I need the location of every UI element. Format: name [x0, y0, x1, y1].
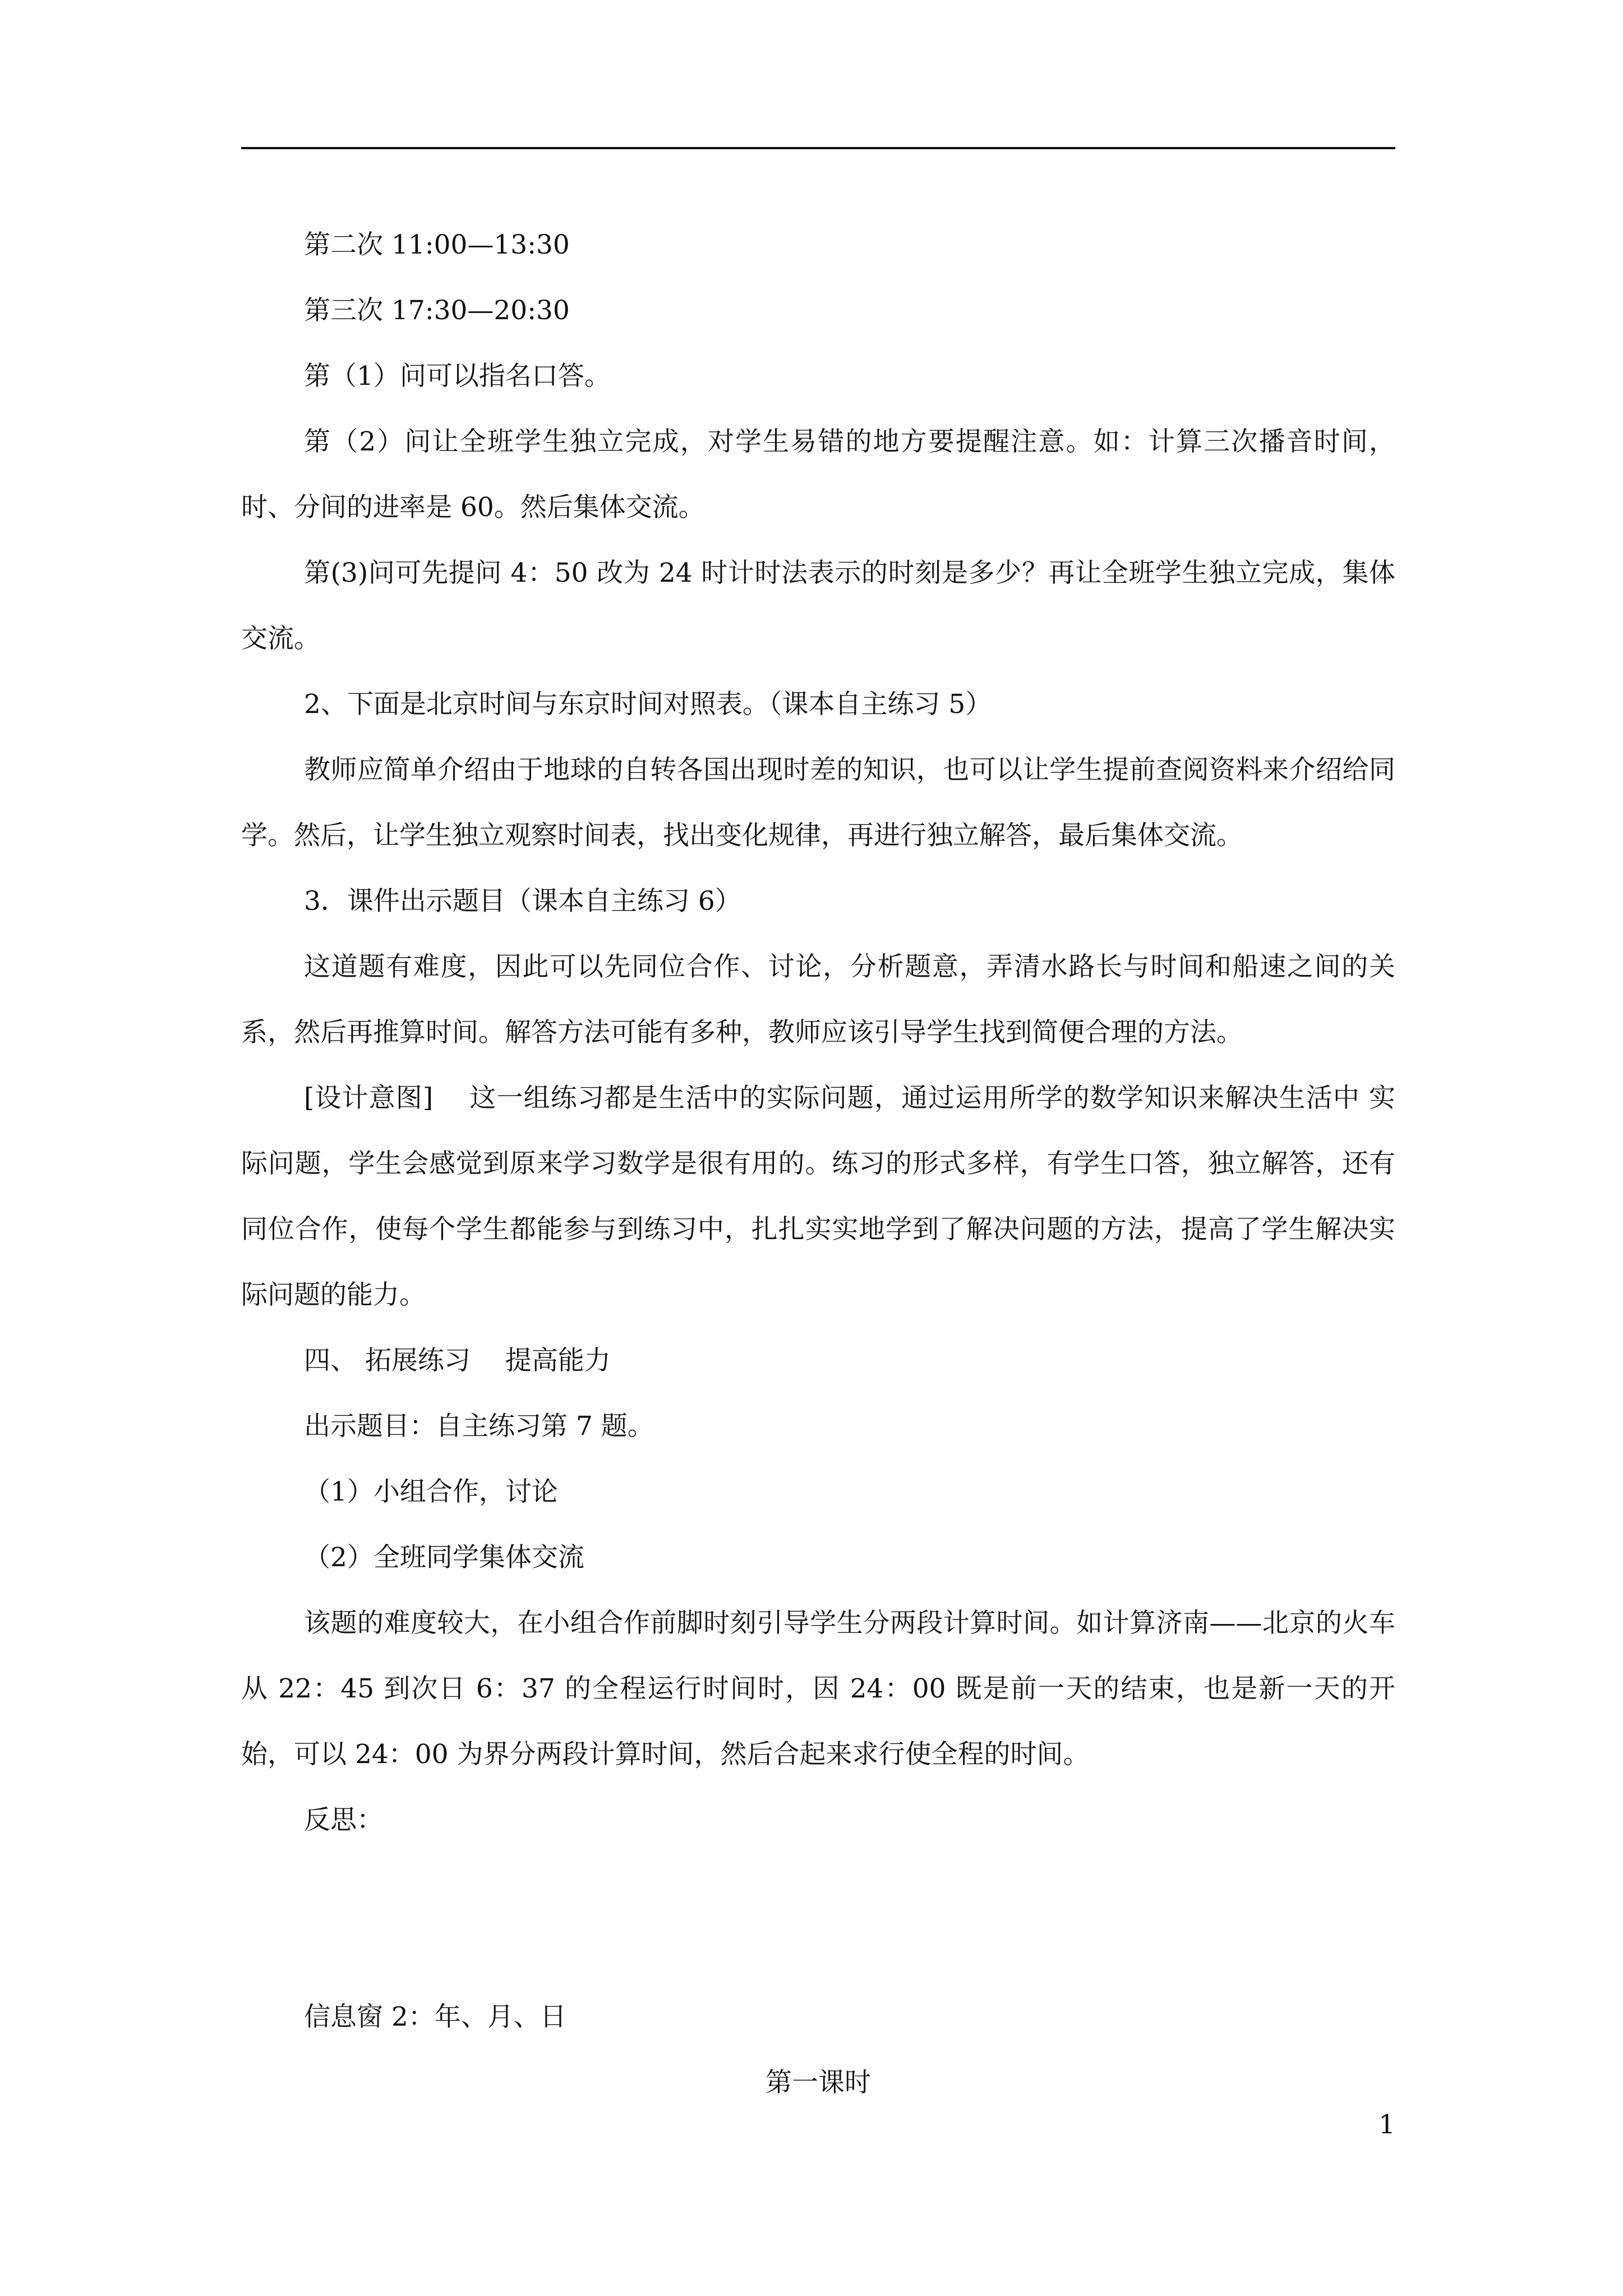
lesson-title: 第一课时 [766, 2067, 871, 2098]
paragraph-step-2: （2）全班同学集体交流 [304, 1542, 584, 1573]
paragraph-broadcast-second: 第二次 11:00—13:30 [304, 229, 570, 260]
paragraph-reflection: 反思： [304, 1805, 383, 1835]
paragraph-extension-heading: 四、 拓展练习 提高能力 [304, 1345, 611, 1376]
paragraph-exercise-7: 出示题目：自主练习第 7 题。 [304, 1411, 654, 1442]
reflection-space [241, 1853, 1395, 1984]
paragraph-exercise-6: 3．课件出示题目（课本自主练习 6） [304, 886, 741, 917]
header-rule [241, 147, 1395, 149]
document-body [241, 212, 1395, 2115]
paragraph-question-2: 第（2）问让全班学生独立完成，对学生易错的地方要提醒注意。如：计算三次播音时间，时、分间的进率是 60。然后集体交流。 [241, 426, 1395, 523]
paragraph-exercise-6-guidance: 这道题有难度，因此可以先同位合作、讨论，分析题意，弄清水路长与时间和船速之间的关系，然后再推算时间。解答方法可能有多种，教师应该引导学生找到简便合理的方法。 [241, 951, 1395, 1048]
paragraph-question-3: 第(3)问可先提问 4：50 改为 24 时计时法表示的时刻是多少？再让全班学生独立完成，集体交流。 [241, 558, 1395, 654]
paragraph-design-intent: [设计意图] 这一组练习都是生活中的实际问题，通过运用所学的数学知识来解决生活中 实际问题，学生会感觉到原来学习数学是很有用的。练习的形式多样，有学生口答，独立解答，还有同位合作，使每个学生都能参与到练习中，扎扎实实地学到了解决问题的方法，提高了学生解决实际问题的能力。 [241, 1083, 1395, 1310]
page-number: 1 [1378, 2109, 1395, 2140]
paragraph-broadcast-third: 第三次 17:30—20:30 [304, 295, 570, 326]
paragraph-exercise-5: 2、下面是北京时间与东京时间对照表。（课本自主练习 5） [304, 689, 992, 720]
paragraph-step-1: （1）小组合作，讨论 [304, 1476, 558, 1507]
paragraph-question-1: 第（1）问可以指名口答。 [304, 361, 611, 392]
section-heading: 信息窗 2：年、月、日 [304, 2001, 566, 2032]
paragraph-time-difference: 教师应简单介绍由于地球的自转各国出现时差的知识，也可以让学生提前查阅资料来介绍给同学。然后，让学生独立观察时间表，找出变化规律，再进行独立解答，最后集体交流。 [241, 754, 1395, 851]
paragraph-train-calculation: 该题的难度较大，在小组合作前脚时刻引导学生分两段计算时间。如计算济南——北京的火车从 22：45 到次日 6：37 的全程运行时间时，因 24：00 既是前一天的结束，也是新一天的开始，可以 24：00 为界分两段计算时间，然后合起来求行使全程的时间。 [241, 1608, 1395, 1770]
